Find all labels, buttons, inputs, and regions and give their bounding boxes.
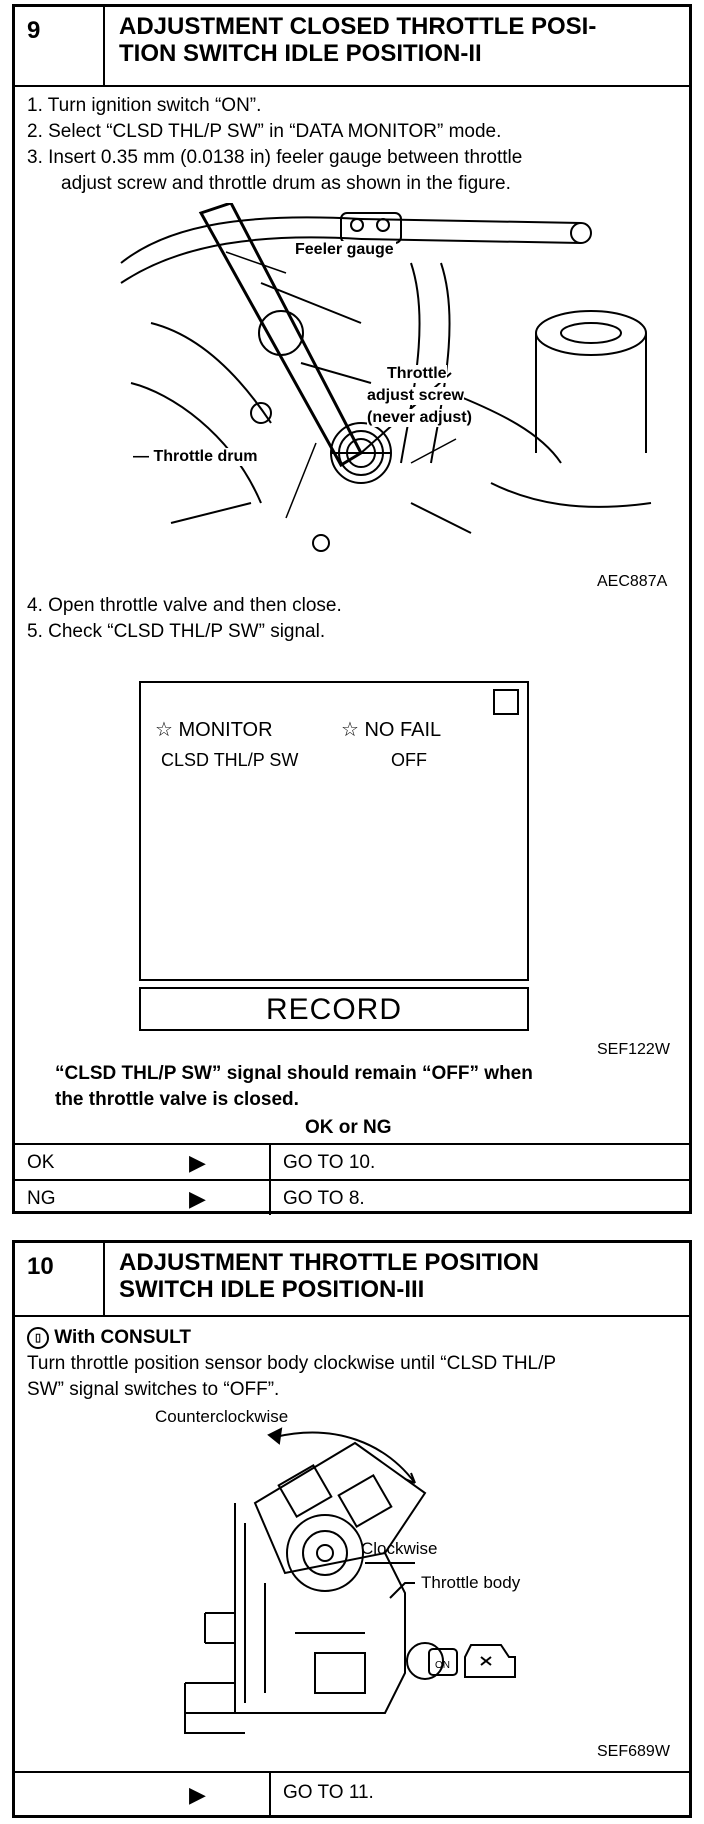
monitor-value: OFF <box>391 750 427 770</box>
step-3: 3. Insert 0.35 mm (0.0138 in) feeler gauge between throttle <box>27 147 523 168</box>
section-10-title <box>119 1249 683 1303</box>
step-2: 2. Select “CLSD THL/P SW” in “DATA MONITOR” mode. <box>27 121 502 142</box>
step-1: 1. Turn ignition switch “ON”. <box>27 95 262 116</box>
consult-heading <box>27 1325 191 1351</box>
note-line2: the throttle valve is closed. <box>55 1089 299 1110</box>
step-4: 4. Open throttle valve and then close. <box>27 595 342 616</box>
label-counterclockwise: Counterclockwise <box>155 1407 289 1426</box>
label-throttle-body: Throttle body <box>421 1573 521 1592</box>
arrow-icon: ▶ <box>189 1150 206 1175</box>
section-9-header <box>15 7 689 87</box>
consult-icon: ▯ <box>27 1327 49 1349</box>
monitor-header: ☆ MONITOR <box>155 719 273 741</box>
section-10-text-line1: Turn throttle position sensor body clockwise until “CLSD THL/P <box>27 1353 557 1374</box>
label-throttle-drum-text: Throttle drum <box>153 448 258 465</box>
section-10-result-row <box>15 1771 689 1815</box>
section-10-title-line2: SWITCH IDLE POSITION-III <box>119 1276 425 1303</box>
section-9-title-line2: TION SWITCH IDLE POSITION-II <box>119 40 482 67</box>
goto-11-link[interactable]: GO TO 11. <box>283 1782 374 1803</box>
section-9-number: 9 <box>15 7 105 85</box>
row-divider <box>269 1145 271 1181</box>
no-fail-header: ☆ NO FAIL <box>341 719 442 741</box>
record-button[interactable]: RECORD <box>139 987 529 1031</box>
figure2-code: SEF122W <box>597 1041 670 1058</box>
label-adjust-screw: adjust screw <box>367 387 464 404</box>
ok-ng-row <box>15 1111 689 1143</box>
key-on-label: ON <box>435 1660 450 1671</box>
monitor-checkbox <box>493 689 519 715</box>
ok-ng-label: OK or NG <box>305 1117 392 1138</box>
label-clockwise: Clockwise <box>361 1539 438 1558</box>
consult-label: With CONSULT <box>54 1327 191 1348</box>
step-3-cont: adjust screw and throttle drum as shown in the figure. <box>61 173 511 194</box>
section-10-text-line2: SW” signal switches to “OFF”. <box>27 1379 280 1400</box>
section-10-title-line1: ADJUSTMENT THROTTLE POSITION <box>119 1249 539 1276</box>
result-row-ok <box>15 1143 689 1181</box>
goto-8-link[interactable]: GO TO 8. <box>283 1188 365 1209</box>
figure3-code: SEF689W <box>597 1743 670 1760</box>
section-9-title-line1: ADJUSTMENT CLOSED THROTTLE POSI- <box>119 13 597 40</box>
section-10-number: 10 <box>15 1243 105 1315</box>
section-9-box <box>12 4 692 1214</box>
row-divider <box>269 1181 271 1215</box>
row-divider <box>269 1773 271 1815</box>
figure1-code: AEC887A <box>597 573 668 590</box>
label-throttle-drum: — Throttle drum <box>133 448 258 465</box>
arrow-icon: ▶ <box>189 1186 206 1211</box>
result-ng: NG <box>27 1188 56 1209</box>
arrow-icon: ▶ <box>189 1782 206 1807</box>
sensor-figure <box>155 1407 665 1743</box>
section-9-title <box>119 13 683 67</box>
label-throttle: Throttle <box>387 365 447 382</box>
label-never-adjust: (never adjust) <box>367 409 472 426</box>
section-10-header <box>15 1243 689 1317</box>
sensor-illustration <box>165 1413 665 1743</box>
result-row-ng <box>15 1179 689 1215</box>
section-10-box <box>12 1240 692 1818</box>
step-5: 5. Check “CLSD THL/P SW” signal. <box>27 621 326 642</box>
monitor-screen <box>139 681 529 981</box>
throttle-figure <box>111 203 671 567</box>
result-ok: OK <box>27 1152 55 1173</box>
goto-10-link[interactable]: GO TO 10. <box>283 1152 376 1173</box>
label-feeler-gauge: Feeler gauge <box>295 241 394 258</box>
note-line1: “CLSD THL/P SW” signal should remain “OFF” when <box>55 1063 533 1084</box>
monitor-item: CLSD THL/P SW <box>161 750 299 770</box>
